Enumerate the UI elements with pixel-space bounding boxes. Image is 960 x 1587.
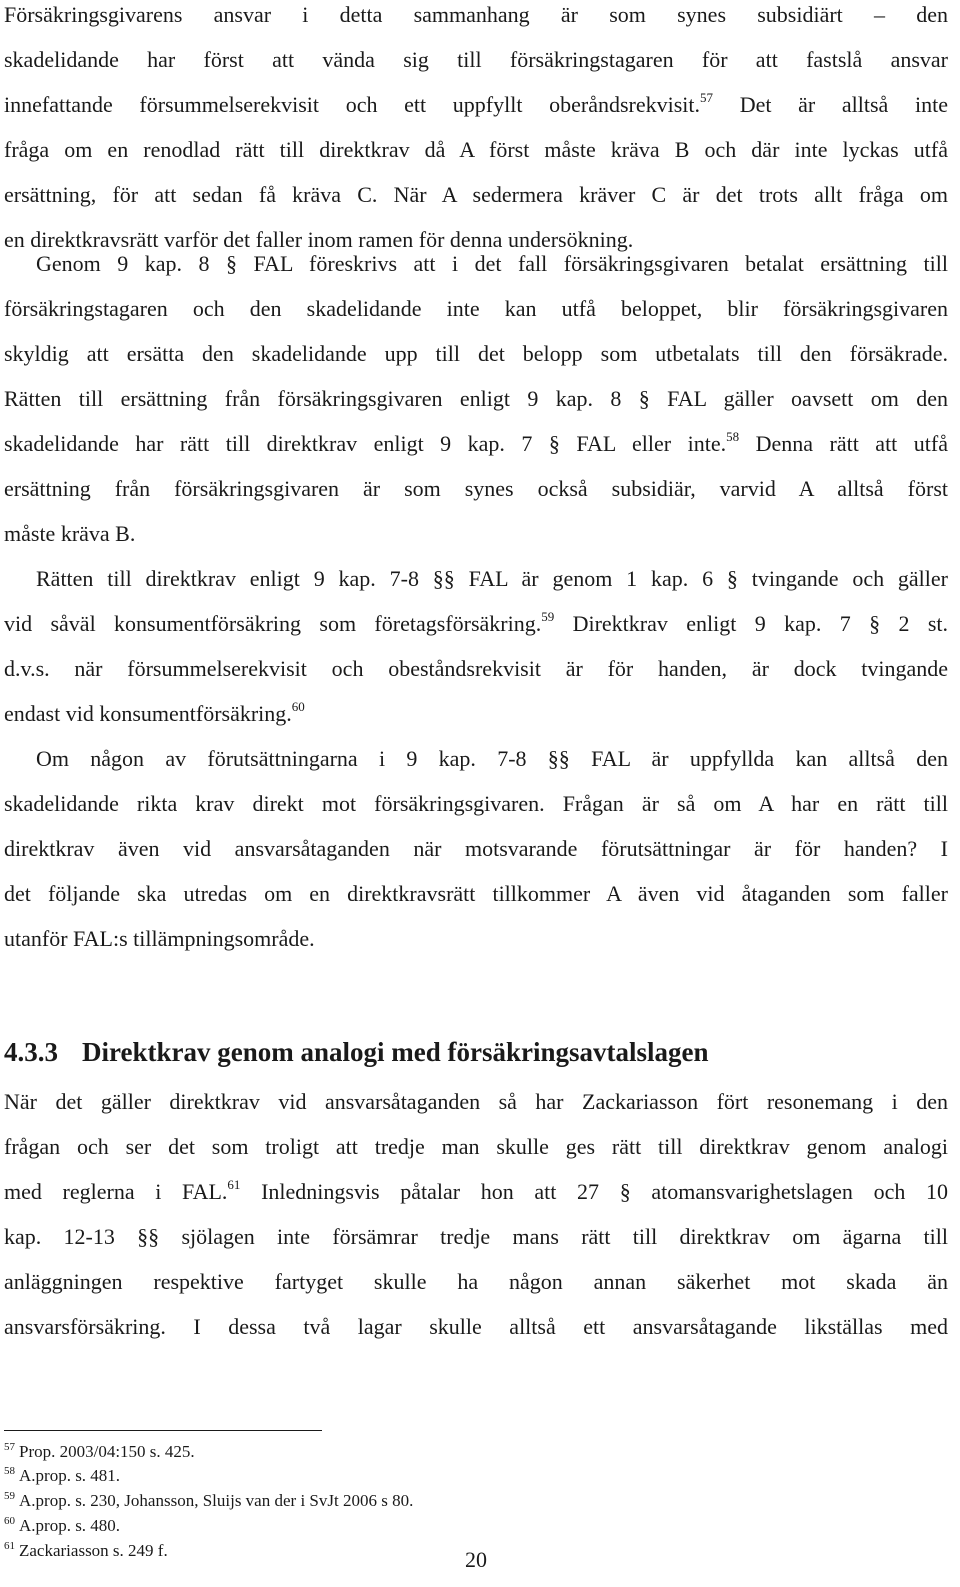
text-span: endast vid konsumentförsäkring. xyxy=(4,701,292,726)
text-line: skadelidande har först att vända sig till försäkringstagaren för att fastslå ansvar xyxy=(4,47,948,72)
text-line: direktkrav även vid ansvarsåtaganden när motsvarande förutsättningar är för handen? I xyxy=(4,836,948,861)
text-line: Rätten till direktkrav enligt 9 kap. 7-8 §§ FAL är genom 1 kap. 6 § tvingande och gäller xyxy=(36,566,948,591)
text-line: ersättning, för att sedan få kräva C. När A sedermera kräver C är det trots allt fråga om xyxy=(4,182,948,207)
text-span: skadelidande har rätt till direktkrav enligt 9 kap. 7 § FAL eller inte. xyxy=(4,431,727,456)
footnote-ref-59[interactable]: 59 xyxy=(541,609,555,624)
text-line: utanför FAL:s tillämpningsområde. xyxy=(4,926,315,951)
text-line: en direktkravsrätt varför det faller inom ramen för denna undersökning. xyxy=(4,227,634,252)
footnote-ref-58[interactable]: 58 xyxy=(726,429,740,444)
footnote-separator xyxy=(4,1430,322,1431)
text-line: ersättning från försäkringsgivaren är som synes också subsidiär, varvid A alltså först xyxy=(4,476,948,501)
footnote-number: 58 xyxy=(4,1465,15,1477)
text-line: skyldig att ersätta den skadelidande upp till det belopp som utbetalats till den försäkrade. xyxy=(4,341,948,366)
text-line xyxy=(4,701,948,727)
text-line: skadelidande rikta krav direkt mot försäkringsgivaren. Frågan är så om A har en rätt till xyxy=(4,791,948,816)
text-line: fråga om en renodlad rätt till direktkrav då A först måste kräva B och där inte lyckas utfå xyxy=(4,137,948,162)
text-line: det följande ska utredas om en direktkravsrätt tillkommer A även vid åtaganden som faller xyxy=(4,881,948,906)
section-heading xyxy=(4,1036,709,1068)
footnote-59 xyxy=(4,1491,413,1511)
footnote-number: 57 xyxy=(4,1441,15,1453)
text-line: Rätten till ersättning från försäkringsgivaren enligt 9 kap. 8 § FAL gäller oavsett om den xyxy=(4,386,948,411)
page-number: 20 xyxy=(465,1547,487,1572)
footnote-ref-60[interactable]: 60 xyxy=(291,699,305,714)
text-line: d.v.s. när försummelserekvisit och obeståndsrekvisit är för handen, är dock tvingande xyxy=(4,656,948,681)
text-line xyxy=(4,1179,948,1205)
text-line: Genom 9 kap. 8 § FAL föreskrivs att i det fall försäkringsgivaren betalat ersättning till xyxy=(36,251,948,276)
text-line xyxy=(4,611,948,637)
text-span: vid såväl konsumentförsäkring som företagsförsäkring. xyxy=(4,611,542,636)
text-span: Det är alltså inte xyxy=(713,92,948,117)
footnote-57 xyxy=(4,1442,195,1462)
text-line: kap. 12-13 §§ sjölagen inte försämrar tredje mans rätt till direktkrav om ägarna till xyxy=(4,1224,948,1249)
footnote-60 xyxy=(4,1516,120,1536)
footnote-number: 61 xyxy=(4,1540,15,1552)
text-line xyxy=(4,431,948,457)
footnote-number: 59 xyxy=(4,1490,15,1502)
footnote-text: A.prop. s. 230, Johansson, Sluijs van der i SvJt 2006 s 80. xyxy=(19,1491,414,1510)
text-line: anläggningen respektive fartyget skulle ha någon annan säkerhet mot skada än xyxy=(4,1269,948,1294)
footnote-ref-61[interactable]: 61 xyxy=(227,1177,241,1192)
footnote-text: Zackariasson s. 249 f. xyxy=(19,1541,168,1560)
footnote-text: A.prop. s. 480. xyxy=(19,1516,121,1535)
text-line: försäkringstagaren och den skadelidande inte kan utfå beloppet, blir försäkringsgivaren xyxy=(4,296,948,321)
section-title: Direktkrav genom analogi med försäkringsavtalslagen xyxy=(82,1037,709,1067)
text-line: frågan och ser det som troligt att tredje man skulle ges rätt till direktkrav genom analogi xyxy=(4,1134,948,1159)
text-span: Inledningsvis påtalar hon att 27 § atomansvarighetslagen och 10 xyxy=(240,1179,948,1204)
text-line: måste kräva B. xyxy=(4,521,136,546)
text-span: med reglerna i FAL. xyxy=(4,1179,228,1204)
footnote-number: 60 xyxy=(4,1515,15,1527)
text-line: Om någon av förutsättningarna i 9 kap. 7-8 §§ FAL är uppfyllda kan alltså den xyxy=(36,746,948,771)
text-line xyxy=(4,92,948,118)
footnote-ref-57[interactable]: 57 xyxy=(700,90,714,105)
text-span: Direktkrav enligt 9 kap. 7 § 2 st. xyxy=(554,611,949,636)
footnote-text: A.prop. s. 481. xyxy=(19,1466,121,1485)
text-line: Försäkringsgivarens ansvar i detta sammanhang är som synes subsidiärt – den xyxy=(4,2,948,27)
text-span: Denna rätt att utfå xyxy=(739,431,948,456)
text-line: ansvarsförsäkring. I dessa två lagar skulle alltså ett ansvarsåtagande likställas med xyxy=(4,1314,948,1339)
section-number: 4.3.3 xyxy=(4,1037,58,1067)
text-line: När det gäller direktkrav vid ansvarsåtaganden så har Zackariasson fört resonemang i den xyxy=(4,1089,948,1114)
footnote-text: Prop. 2003/04:150 s. 425. xyxy=(19,1442,195,1461)
text-span: innefattande försummelserekvisit och ett uppfyllt oberåndsrekvisit. xyxy=(4,92,701,117)
footnote-58 xyxy=(4,1466,120,1486)
